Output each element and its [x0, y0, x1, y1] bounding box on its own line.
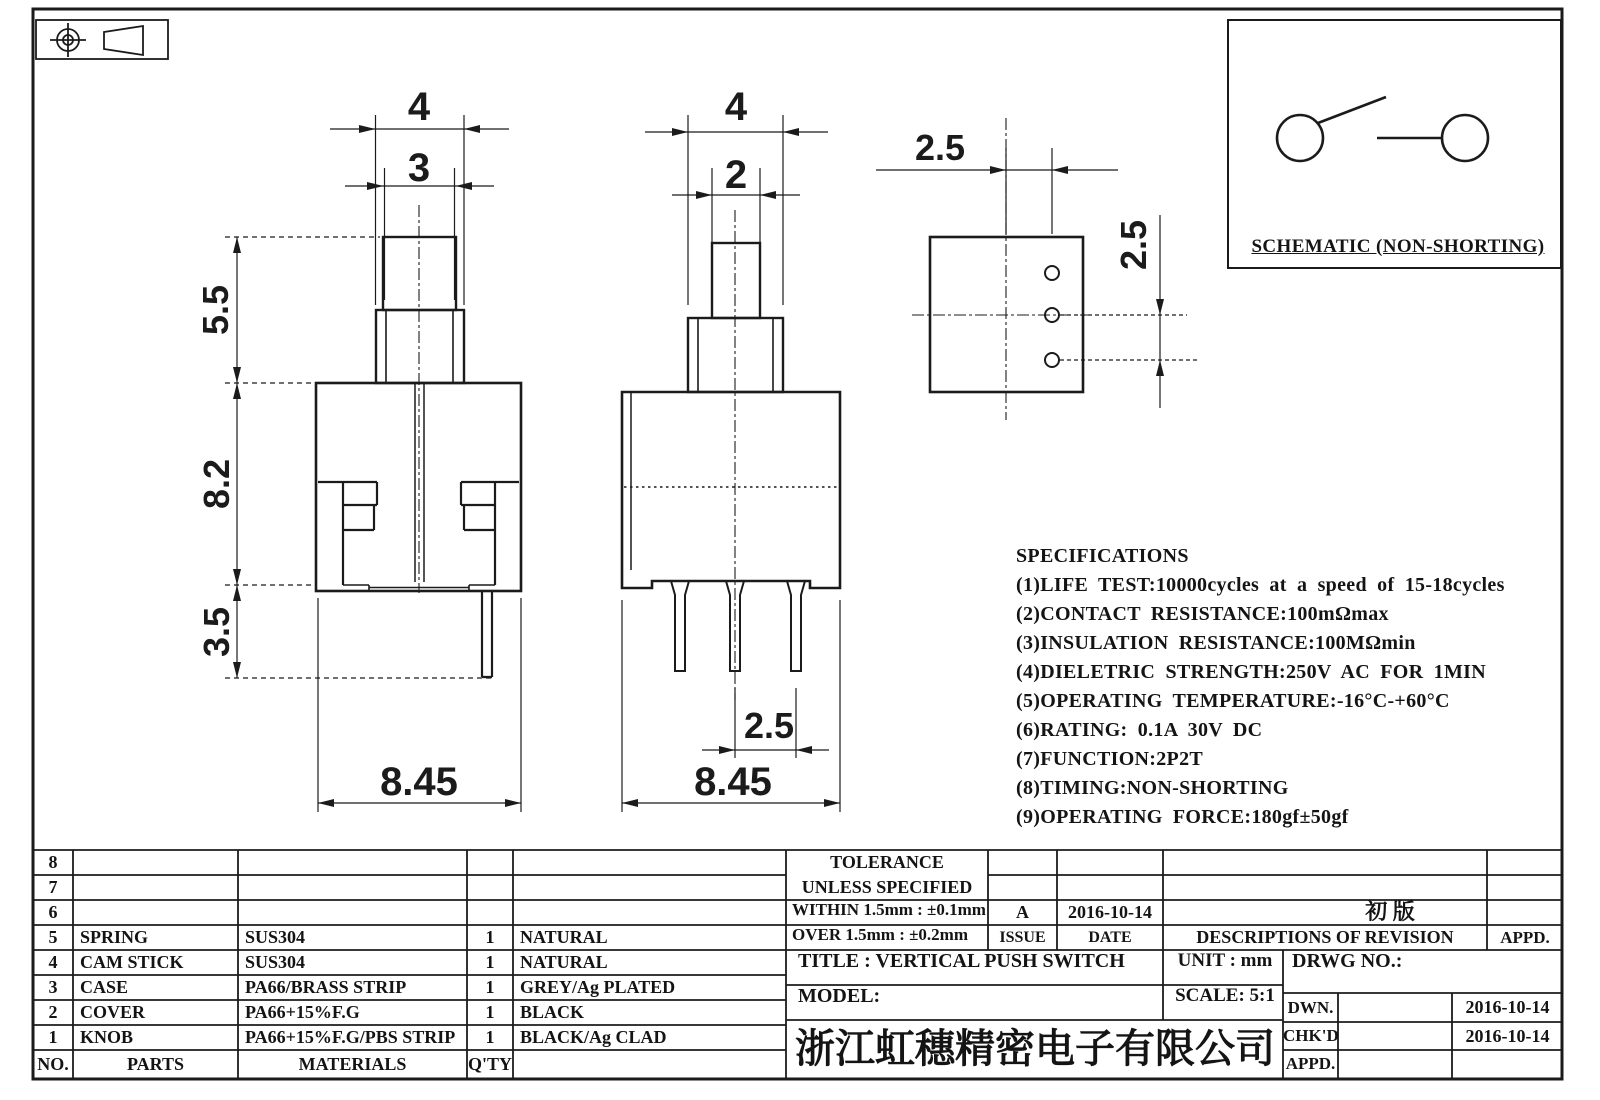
part-row-qty: 1: [485, 1027, 495, 1047]
schematic-caption: SCHEMATIC (NON-SHORTING): [1251, 236, 1545, 257]
revision-description-value: 初 版: [1365, 899, 1415, 924]
part-row-finish: NATURAL: [520, 927, 608, 947]
spec-line: (6)RATING: 0.1A 30V DC: [1016, 719, 1263, 741]
revision-issue-label: ISSUE: [999, 929, 1046, 946]
part-row-qty: 1: [485, 1002, 495, 1022]
front-dimension-lines: [225, 115, 521, 812]
part-row-no: 7: [48, 877, 58, 897]
part-row-material: SUS304: [245, 927, 306, 947]
top-dim-pin-row-pitch: 2.5: [1113, 219, 1154, 271]
part-row-finish: GREY/Ag PLATED: [520, 977, 676, 997]
projection-symbol-icon: [36, 20, 168, 59]
front-dim-pin-length: 3.5: [196, 606, 237, 658]
chkd-date: 2016-10-14: [1465, 1026, 1550, 1046]
part-row-name: COVER: [80, 1002, 146, 1022]
revision-description-label: DESCRIPTIONS OF REVISION: [1196, 927, 1454, 947]
part-row-finish: BLACK: [520, 1002, 585, 1022]
side-dimension-lines: [622, 115, 840, 812]
dwn-date: 2016-10-14: [1465, 997, 1550, 1017]
part-row-qty: 1: [485, 927, 495, 947]
spec-line: (8)TIMING:NON-SHORTING: [1016, 777, 1289, 799]
part-row-name: SPRING: [80, 927, 149, 947]
tolerance-over: OVER 1.5mm : ±0.2mm: [792, 925, 969, 944]
part-row-no: 2: [48, 1002, 58, 1022]
top-pin-holes: [1045, 266, 1059, 367]
part-row-no: 3: [48, 977, 58, 997]
revision-date-value: 2016-10-14: [1068, 902, 1152, 922]
front-dimension-arrows: [233, 125, 521, 807]
dwn-label: DWN.: [1287, 998, 1334, 1017]
drawing-unit: UNIT : mm: [1177, 950, 1273, 971]
part-row-finish: BLACK/Ag CLAD: [520, 1027, 667, 1047]
drawing-scale: SCALE: 5:1: [1175, 985, 1275, 1006]
company-name: 浙江虹穗精密电子有限公司: [795, 1026, 1275, 1071]
side-dim-knob-top-width: 4: [724, 85, 748, 129]
spec-line: (7)FUNCTION:2P2T: [1016, 748, 1204, 770]
side-dim-pin-pitch: 2.5: [743, 705, 795, 746]
top-view: [876, 118, 1198, 420]
chkd-label: CHK'D: [1283, 1026, 1339, 1045]
drawing-number-label: DRWG NO.:: [1292, 950, 1403, 972]
spec-line: (5)OPERATING TEMPERATURE:-16°C-+60°C: [1016, 690, 1450, 712]
parts-header-materials: MATERIALS: [298, 1054, 407, 1074]
side-dim-body-width: 8.45: [694, 760, 772, 804]
spec-line: (3)INSULATION RESISTANCE:100MΩmin: [1016, 632, 1416, 654]
part-row-no: 4: [48, 952, 58, 972]
parts-header-no: NO.: [37, 1054, 69, 1074]
side-dimension-arrows: [622, 128, 840, 807]
revision-issue-value: A: [1016, 902, 1029, 922]
side-view: [622, 85, 840, 812]
appd-row-label: APPD.: [1285, 1054, 1336, 1073]
front-dim-knob-height: 5.5: [195, 284, 236, 336]
parts-header-qty: Q'TY: [467, 1054, 512, 1074]
part-row-qty: 1: [485, 977, 495, 997]
front-view: [195, 85, 521, 812]
part-row-no: 8: [48, 852, 58, 872]
front-dim-knob-top-width: 4: [407, 85, 431, 129]
spec-line: (2)CONTACT RESISTANCE:100mΩmax: [1016, 603, 1389, 625]
part-row-qty: 1: [485, 952, 495, 972]
spec-line: (9)OPERATING FORCE:180gf±50gf: [1016, 806, 1349, 828]
front-dim-body-height: 8.2: [196, 458, 237, 510]
part-row-material: PA66+15%F.G: [245, 1002, 360, 1022]
drawing-model: MODEL:: [798, 985, 881, 1007]
specifications-title: SPECIFICATIONS: [1016, 545, 1189, 567]
revision-appd-label: APPD.: [1500, 928, 1550, 947]
top-dimension-lines: [876, 148, 1198, 408]
top-dim-pin-col-offset: 2.5: [914, 127, 966, 168]
part-row-name: CASE: [80, 977, 129, 997]
part-row-name: KNOB: [80, 1027, 134, 1047]
part-row-no: 1: [48, 1027, 58, 1047]
part-row-no: 5: [48, 927, 58, 947]
part-row-material: PA66+15%F.G/PBS STRIP: [245, 1027, 456, 1047]
front-dim-body-width: 8.45: [380, 760, 458, 804]
side-outline: [622, 243, 840, 671]
tolerance-title: TOLERANCE: [830, 852, 944, 872]
front-dim-knob-inner-width: 3: [407, 146, 431, 190]
side-dim-knob-inner-width: 2: [724, 153, 748, 197]
part-row-no: 6: [48, 902, 58, 922]
specifications-block: [1016, 542, 1564, 832]
tolerance-subtitle: UNLESS SPECIFIED: [801, 877, 973, 897]
part-row-finish: NATURAL: [520, 952, 608, 972]
part-row-material: SUS304: [245, 952, 306, 972]
part-row-name: CAM STICK: [80, 952, 184, 972]
part-row-material: PA66/BRASS STRIP: [245, 977, 407, 997]
parts-header-parts: PARTS: [126, 1054, 185, 1074]
switch-symbol-icon: [1277, 97, 1488, 161]
drawing-title: TITLE : VERTICAL PUSH SWITCH: [798, 950, 1125, 972]
schematic-box: [1228, 20, 1561, 268]
revision-date-label: DATE: [1088, 929, 1132, 946]
spec-line: (1)LIFE TEST:10000cycles at a speed of 15-18cycles: [1016, 574, 1505, 596]
spec-line: (4)DIELETRIC STRENGTH:250V AC FOR 1MIN: [1016, 661, 1486, 683]
tolerance-within: WITHIN 1.5mm : ±0.1mm: [792, 900, 986, 919]
